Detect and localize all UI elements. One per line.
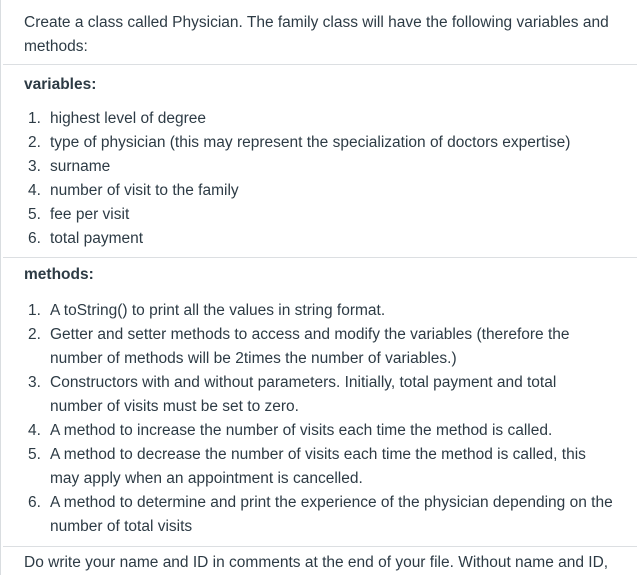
list-item: 1. highest level of degree <box>28 110 206 127</box>
list-item: 1. A toString() to print all the values in string format. <box>28 302 386 319</box>
list-item: 4. A method to increase the number of visits each time the method is called. <box>28 422 553 439</box>
divider <box>3 257 637 258</box>
list-item: 6. total payment <box>28 230 144 247</box>
list-item: 5. A method to decrease the number of visits each time the method is called, this may apply when an appointment is cancelled. <box>28 446 586 487</box>
variables-list <box>28 107 613 251</box>
list-item: 2. Getter and setter methods to access and modify the variables (therefore the number of methods will be 2times the number of variables.) <box>28 326 570 367</box>
list-item: 3. Constructors with and without parameters. Initially, total payment and total number of visits must be set to zero. <box>28 374 557 415</box>
list-item: 6. A method to determine and print the experience of the physician depending on the number of total visits <box>28 494 613 535</box>
list-item: 5. fee per visit <box>28 206 130 223</box>
methods-list <box>28 299 613 539</box>
list-item: 3. surname <box>28 158 111 175</box>
list-item: 2. type of physician (this may represent the specialization of doctors expertise) <box>28 134 571 151</box>
variables-heading: variables: <box>24 76 97 93</box>
divider <box>3 64 637 65</box>
divider <box>3 546 637 547</box>
methods-heading: methods: <box>24 266 94 283</box>
closing-paragraph: Do write your name and ID in comments at the end of your file. Without name and ID, <box>24 554 609 571</box>
list-item: 4. number of visit to the family <box>28 182 239 199</box>
intro-paragraph: Create a class called Physician. The family class will have the following variables and methods: <box>24 14 609 55</box>
